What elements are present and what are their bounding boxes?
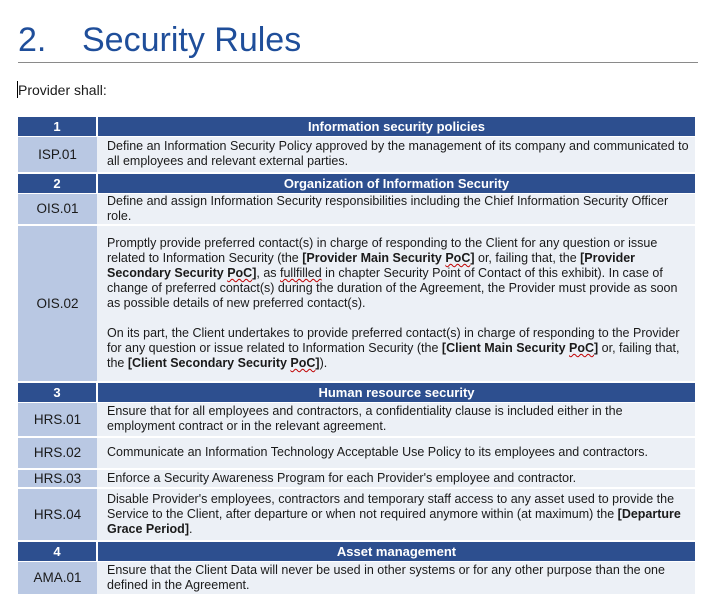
table-row [18,403,695,437]
rule-description: Define an Information Security Policy approved by the management of its company and communicated to all employees and relevant external parties. [97,137,695,173]
rule-code: HRS.03 [18,469,97,488]
table-row [18,561,695,595]
section-title: Human resource security [97,382,695,403]
heading-title: Security Rules [82,21,302,59]
table-row [18,437,695,469]
spellcheck-mark: PoC [227,266,253,280]
section-number: 3 [18,382,97,403]
section-header-row [18,117,695,137]
section-title: Organization of Information Security [97,173,695,194]
spellcheck-mark: fullfilled [280,266,322,280]
rule-description: Define and assign Information Security responsibilities including the Chief Information Security Officer role. [97,193,695,225]
rule-description: Enforce a Security Awareness Program for each Provider's employee and contractor. [97,469,695,488]
table-row [18,137,695,173]
rule-code: HRS.04 [18,488,97,541]
rule-description: Communicate an Information Technology Acceptable Use Policy to its employees and contractors. [97,437,695,469]
heading-divider [18,62,698,63]
table-row [18,488,695,541]
page-title [18,20,698,60]
section-header-row [18,541,695,562]
spellcheck-mark: PoC [290,356,316,370]
rule-code: OIS.01 [18,193,97,225]
section-number: 4 [18,541,97,562]
section-header-row [18,173,695,194]
security-rules-table [18,117,695,596]
rule-code: HRS.01 [18,403,97,437]
rule-code: OIS.02 [18,225,97,382]
spellcheck-mark: PoC [445,251,471,265]
rule-code: HRS.02 [18,437,97,469]
section-number: 1 [18,117,97,137]
rule-description: Ensure that the Client Data will never be used in other systems or for any other purpose than the one defined in the Agreement. [97,561,695,595]
section-title: Information security policies [97,117,695,137]
rule-code: ISP.01 [18,137,97,173]
table-row [18,225,695,382]
description-paragraph: Promptly provide preferred contact(s) in charge of responding to the Client for any question or issue related to Information Security (the [Provider Main Security PoC] or, failing that, the [Provider Secondary Security PoC], as fullfilled in chapter Security Point of Contact of this exhibit). In case of change of preferred contact(s) during the duration of the Agreement, the Provider must provide as soon as possible details of new preferred contact(s). [107,236,678,310]
spellcheck-mark: PoC [569,341,595,355]
table-row [18,193,695,225]
rule-description [97,225,695,382]
section-number: 2 [18,173,97,194]
heading-number: 2. [18,21,47,59]
section-header-row [18,382,695,403]
table-row [18,469,695,488]
rule-description: Ensure that for all employees and contractors, a confidentiality clause is included either in the employment contract or in the relevant agreement. [97,403,695,437]
section-title: Asset management [97,541,695,562]
rule-code: AMA.01 [18,561,97,595]
intro-text[interactable]: Provider shall: [18,82,107,98]
description-paragraph: On its part, the Client undertakes to provide preferred contact(s) in charge of responding to the Provider for any question or issue related to Information Security (the [Client Main Security PoC] or, failing that, the [Client Secondary Security PoC]). [107,326,680,370]
placeholder-term: [Departure Grace Period] [107,506,681,536]
rule-description: Disable Provider's employees, contractors and temporary staff access to any asset used to provide the Service to the Client, after departure or when not required anymore within (at maximum) the [Departure Grace Period]. [97,488,695,541]
